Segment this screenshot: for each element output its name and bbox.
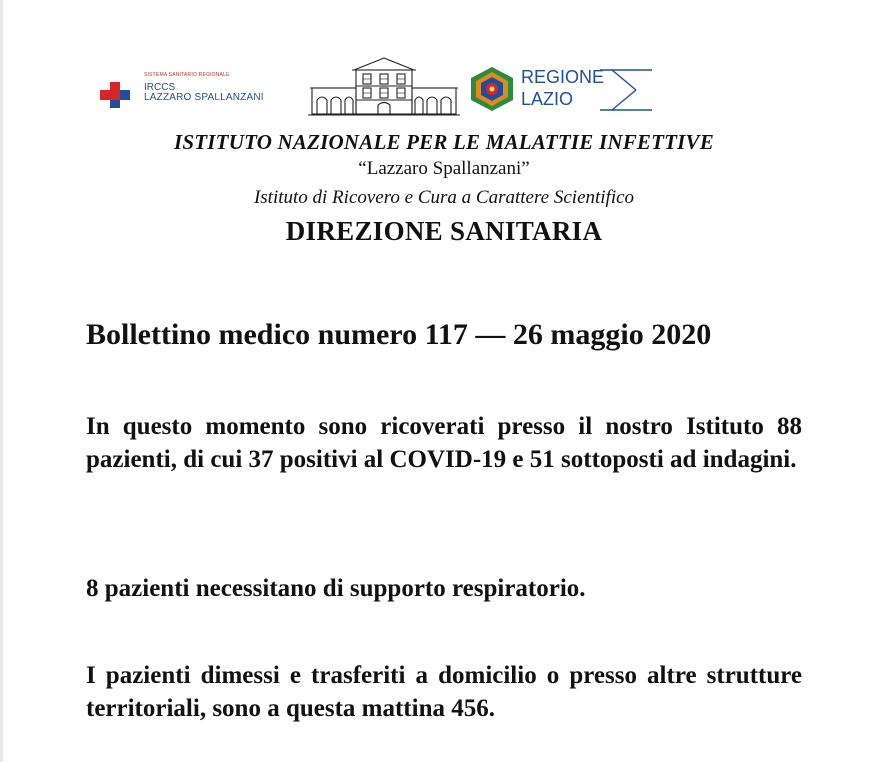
spallanzani-label: LAZZARO SPALLANZANI (144, 92, 264, 103)
direction-heading: DIREZIONE SANITARIA (285, 216, 603, 246)
institute-name-heading: ISTITUTO NAZIONALE PER LE MALATTIE INFETTIVE (174, 130, 714, 154)
lazio-swoosh-icon (598, 66, 654, 112)
page-edge-rule (0, 0, 3, 762)
irccs-system-label: SISTEMA SANITARIO REGIONALE (144, 72, 230, 78)
bulletin-paragraph-respiratory: 8 pazienti necessitano di supporto respiratorio. (86, 575, 586, 602)
institute-building-icon (308, 56, 460, 116)
irccs-spallanzani-logo (96, 70, 306, 110)
bulletin-paragraph-admissions: In questo momento sono ricoverati presso il nostro Istituto 88 pazienti, di cui 37 positivi al COVID-19 e 51 sottoposti ad indagini. (86, 413, 802, 473)
irccs-label: IRCCS (144, 82, 176, 93)
regione-label: REGIONE (521, 67, 605, 87)
regione-lazio-logo (468, 64, 658, 116)
institute-short-name: “Lazzaro Spallanzani” (358, 158, 530, 179)
lazio-emblem-icon (470, 66, 514, 112)
institute-subtitle: Istituto di Ricovero e Cura a Carattere Scientifico (253, 187, 635, 208)
bulletin-title: Bollettino medico numero 117 — 26 maggio 2020 (86, 318, 712, 351)
lazio-label: LAZIO (521, 89, 574, 109)
bulletin-paragraph-discharged: I pazienti dimessi e trasferiti a domicilio o presso altre strutture territoriali, sono a questa mattina 456. (86, 662, 802, 722)
medical-cross-icon (100, 82, 130, 108)
